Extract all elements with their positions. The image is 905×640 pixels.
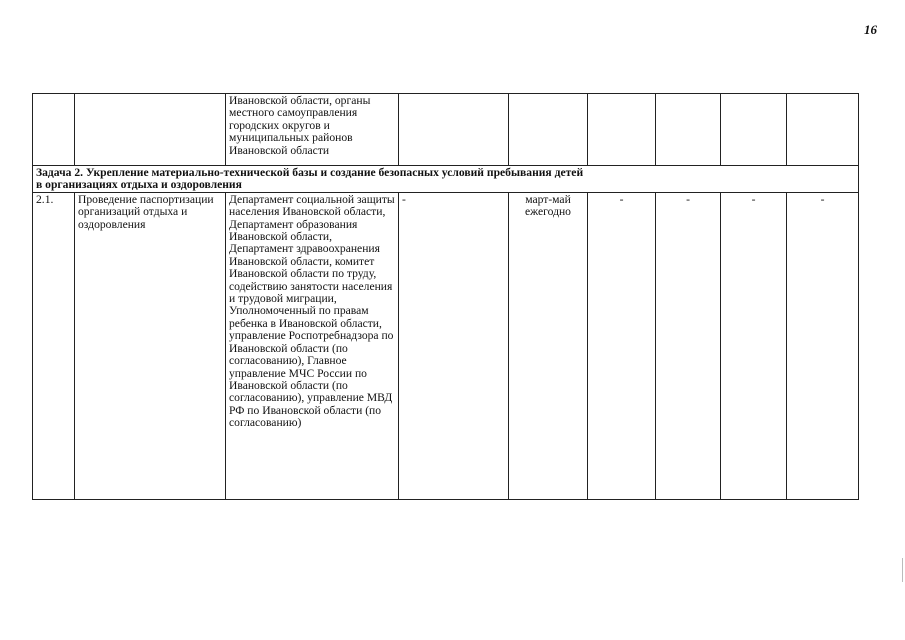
cell-funding: - xyxy=(399,192,509,499)
cell-num xyxy=(33,94,75,166)
measures-table xyxy=(32,93,859,500)
task-header-line2: в организациях отдыха и оздоровления xyxy=(36,178,242,192)
cell-value-2: - xyxy=(656,192,721,499)
cell-name: Проведение паспортизации организаций отдыха и оздоровления xyxy=(75,192,226,499)
scan-edge-mark xyxy=(902,558,903,582)
cell-num: 2.1. xyxy=(33,192,75,499)
cell-c6 xyxy=(588,94,656,166)
cell-c7 xyxy=(656,94,721,166)
cell-executor: Ивановской области, органы местного самоуправления городских округов и муниципальных районов Ивановской области xyxy=(226,94,399,166)
page-number: 16 xyxy=(864,22,877,37)
cell-c9 xyxy=(787,94,859,166)
cell-value-4: - xyxy=(787,192,859,499)
cell-c4 xyxy=(399,94,509,166)
cell-value-1: - xyxy=(588,192,656,499)
cell-c5 xyxy=(509,94,588,166)
task-header-row xyxy=(33,166,859,193)
task-header-line1: Задача 2. Укрепление материально-технической базы и создание безопасных условий пребывания детей xyxy=(36,166,584,179)
table-row-2-1 xyxy=(33,192,859,499)
cell-c8 xyxy=(721,94,787,166)
cell-name xyxy=(75,94,226,166)
cell-period: март-май ежегодно xyxy=(509,192,588,499)
continuation-row xyxy=(33,94,859,166)
task-header xyxy=(33,166,859,193)
cell-executor: Департамент социальной защиты населения Ивановской области, Департамент образования Ивановской области, Департамент здравоохранения Ивановской области, комитет Ивановской области по труду, содействию занятости населения и трудовой миграции, Уполномоченный по правам ребенка в Ивановской области, управление Роспотребнадзора по Ивановской области (по согласованию), Главное управление МЧС России по Ивановской области (по согласованию), управление МВД РФ по Ивановской области (по согласованию) xyxy=(226,192,399,499)
cell-value-3: - xyxy=(721,192,787,499)
